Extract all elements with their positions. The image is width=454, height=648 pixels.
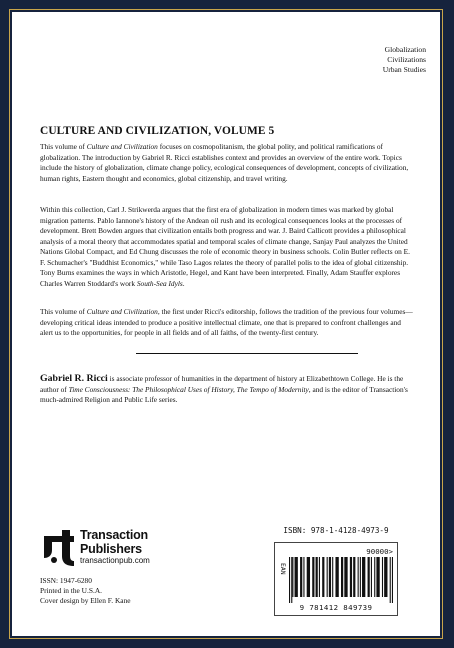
barcode-bar xyxy=(300,557,302,597)
publisher-logo xyxy=(40,524,220,564)
barcode-bar xyxy=(371,557,372,597)
barcode-bar xyxy=(312,557,314,597)
barcode-bar xyxy=(368,557,370,597)
barcode-bar xyxy=(376,557,379,597)
isbn-label: ISBN: 978-1-4128-4973-9 xyxy=(283,526,389,535)
barcode-bar xyxy=(327,557,328,597)
barcode-bar xyxy=(289,557,290,603)
barcode-bar xyxy=(360,557,361,597)
publisher-url: transactionpub.com xyxy=(80,556,150,565)
price-code: 90000> xyxy=(366,547,393,556)
back-cover-page xyxy=(12,12,440,636)
category-globalization: Globalization xyxy=(384,45,426,54)
barcode-bar xyxy=(353,557,355,597)
barcode-bar xyxy=(350,557,352,597)
barcode-bar xyxy=(303,557,304,597)
barcode-digits: 9 781412 849739 xyxy=(299,603,373,612)
barcode-bar xyxy=(295,557,298,597)
ean-label: EAN xyxy=(279,563,287,575)
barcode-bars xyxy=(289,557,393,603)
barcode-box xyxy=(274,542,398,616)
printed-in: Printed in the U.S.A. xyxy=(40,586,102,595)
barcode-bar xyxy=(384,557,387,597)
section-divider xyxy=(136,353,358,354)
book-title: CULTURE AND CIVILIZATION, VOLUME 5 xyxy=(40,125,275,137)
barcode-bar xyxy=(382,557,383,597)
author-bio xyxy=(40,374,418,406)
publisher-logo-icon xyxy=(40,526,76,566)
barcode-bar xyxy=(291,557,292,603)
cover-design-credit: Cover design by Ellen F. Kane xyxy=(40,596,131,605)
publisher-name xyxy=(80,528,150,566)
barcode-bar xyxy=(292,557,293,597)
description-paragraph-2: Within this collection, Carl J. Strikwerda argues that the first era of globalization in modern times was marked by global migration patterns. Pablo Iannone's history of the Andean oil rush and its ecological consequences looks at the processes of development. Brett Bowden argues that civilization entails both progress and war. J. Baird Callicott provides a philosophical analysis of a moral theory that accommodates spatial and temporal scales of climate change, Sanjay Paul analyzes the United Nations Global Compact, and Ed Chung discusses the role of economic theory in business schools. Colin Butler reflects on E. F. Schumacher's "Buddhist Economics," while Taso Lagos relates the theory of parallel polis to the idea of global citizenship. Tony Burns examines the ways in which Aristotle, Hegel, and Kant have been interpreted. Finally, Adam Stauffer explores Charles Warren Stoddard's work South-Sea Idyls. xyxy=(40,205,410,288)
issn: ISSN: 1947-6280 xyxy=(40,576,92,585)
author-bio-text: is associate professor of humanities in the department of history at Elizabethtown College. He is the author of Time Consciousness: The Philosophical Uses of History, The Tempo of Modernity, and is the editor of Transaction's much-admired Religion and Public Life series. xyxy=(40,374,408,404)
category-urban-studies: Urban Studies xyxy=(382,65,426,74)
barcode-bar xyxy=(316,557,318,597)
barcode-bar xyxy=(322,557,324,597)
barcode-bar xyxy=(332,557,333,597)
barcode-bar xyxy=(374,557,375,597)
category-civilizations: Civilizations xyxy=(387,55,426,64)
barcode-bar xyxy=(362,557,365,597)
barcode-bar xyxy=(344,557,347,597)
barcode-bar xyxy=(392,557,393,603)
barcode-bar xyxy=(329,557,331,597)
publisher-name-line1: Transaction xyxy=(80,528,148,542)
barcode-bar xyxy=(341,557,343,597)
author-name: Gabriel R. Ricci xyxy=(40,373,108,384)
publisher-name-line2: Publishers xyxy=(80,542,142,556)
barcode-bar xyxy=(307,557,310,597)
barcode-bar xyxy=(358,557,359,597)
barcode-bar xyxy=(335,557,338,597)
subject-categories xyxy=(383,45,426,75)
description-paragraph-1: This volume of Culture and Civilization focuses on cosmopolitanism, the global polity, and political ramifications of globalization. The introduction by Gabriel R. Ricci establishes context and provides an overview of the entire work. Topics include the history of globalization, climate change policy, ecological consequences of development, concepts of civilization, human rights, Eastern thought and economics, global citizenship, and travel writing. xyxy=(40,142,409,183)
description-paragraph-3: This volume of Culture and Civilization, the first under Ricci's editorship, follows the tradition of the previous four volumes—developing critical ideas intended to produce a positive intellectual climate, one that is prepared to confront challenges and alert us to the opportunities, for people in all fields and of all faiths, of the twenty-first century. xyxy=(40,307,413,337)
imprint-info xyxy=(40,576,131,606)
barcode-bar xyxy=(319,557,320,597)
barcode-bar xyxy=(390,557,391,603)
